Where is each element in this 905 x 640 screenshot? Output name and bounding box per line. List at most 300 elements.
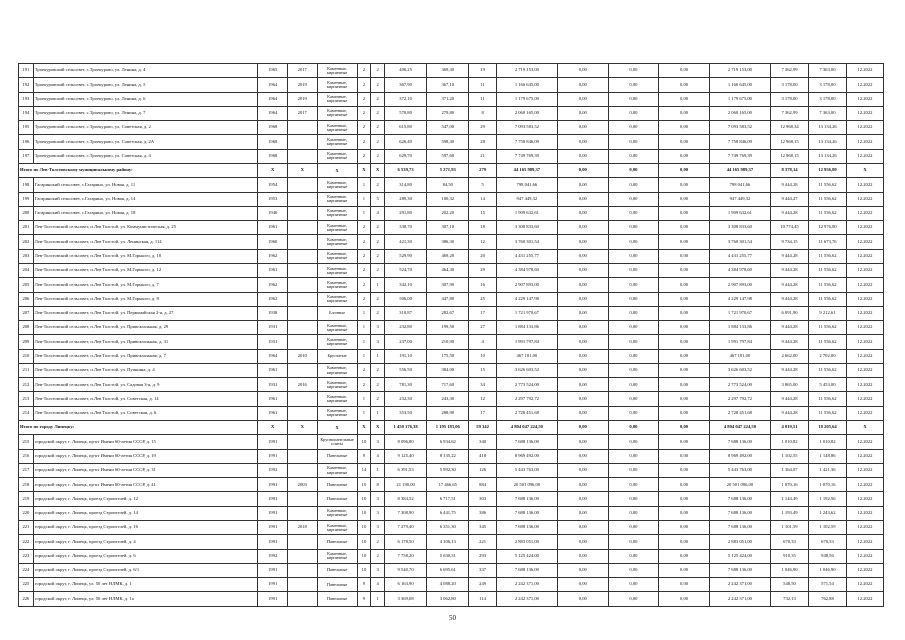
table-cell: 7 363,00 xyxy=(808,64,846,78)
table-row xyxy=(19,78,884,92)
table-cell: 1946 xyxy=(258,206,288,220)
table-cell: 1 421,36 xyxy=(808,463,846,477)
table-cell: 20 xyxy=(469,249,496,263)
address-cell: городской округ, г. Липецк, проезд Строителей, д. 14 xyxy=(33,506,258,520)
table-cell: 1968 xyxy=(258,135,288,149)
address-cell: городской округ, г. Липецк, пр-кт Имени 60-летия СССР, д. 31 xyxy=(33,463,258,477)
table-cell: 2 xyxy=(357,64,371,78)
table-cell: 12.2022 xyxy=(846,335,883,349)
table-cell: 2 xyxy=(357,135,371,149)
table-cell: 126 xyxy=(469,463,496,477)
table-cell: 0,00 xyxy=(659,463,710,477)
table-cell: 732,13 xyxy=(771,592,809,606)
table-cell: 7 688 136,00 xyxy=(496,521,557,535)
wall-material-cell: Каменные, кирпичные xyxy=(317,92,357,106)
table-cell: 2019 xyxy=(287,92,317,106)
table-cell: 7 688 136,00 xyxy=(496,563,557,577)
table-cell: 2 883 051,00 xyxy=(709,535,770,549)
table-cell: 10 xyxy=(357,549,371,563)
wall-material-cell: Панельные xyxy=(317,535,357,549)
table-cell: 4 804 047 224,50 xyxy=(496,421,557,435)
table-cell: 196 xyxy=(19,135,34,149)
table-cell: 0,00 xyxy=(557,249,608,263)
table-cell: 0,00 xyxy=(557,378,608,392)
table-cell: 2 xyxy=(371,106,385,120)
table-cell: 2 242 371,00 xyxy=(496,592,557,606)
table-cell: 1991 xyxy=(258,563,288,577)
table-cell: 0,00 xyxy=(557,192,608,206)
table-cell: 0,00 xyxy=(608,121,659,135)
table-cell: 0,00 xyxy=(659,192,710,206)
address-cell: Гагаринский сельсовет, с.Гагарино, ул. Новая, д. 14 xyxy=(33,192,258,206)
table-cell: 2 719 153,00 xyxy=(496,64,557,78)
table-cell: 5 xyxy=(371,192,385,206)
address-cell: Гагаринский сельсовет, с.Гагарино, ул. Новая, д. 18 xyxy=(33,206,258,220)
table-cell: 18 xyxy=(469,221,496,235)
table-cell: 1 884 133,86 xyxy=(709,321,770,335)
table-cell: 556,50 xyxy=(385,363,427,377)
table-cell: 12.2022 xyxy=(846,278,883,292)
table-cell: 598,30 xyxy=(427,135,469,149)
table-cell xyxy=(287,306,317,320)
table-cell: 249 xyxy=(469,578,496,592)
table-cell: 1 070,16 xyxy=(771,478,809,492)
table-cell: 367,10 xyxy=(427,78,469,92)
table-cell: 9 444,28 xyxy=(771,406,809,420)
table-row xyxy=(19,306,884,320)
table-cell: 0,00 xyxy=(557,121,608,135)
table-cell: 0,00 xyxy=(557,506,608,520)
table-cell: 10 774,45 xyxy=(771,221,809,235)
wall-material-cell: Панельные xyxy=(317,563,357,577)
table-cell: 5 630,31 xyxy=(427,549,469,563)
table-cell: 1964 xyxy=(258,106,288,120)
table-cell: 1965 xyxy=(258,64,288,78)
address-cell: Троекуровский сельсовет, с.Троекурово, ул. Ленина, д. 4 xyxy=(33,64,258,78)
table-cell: 232,80 xyxy=(385,321,427,335)
table-cell: 1962 xyxy=(258,292,288,306)
table-cell: 0,00 xyxy=(608,549,659,563)
table-cell: 762,88 xyxy=(808,592,846,606)
table-cell: 12 976,80 xyxy=(808,221,846,235)
table-cell: 1 101,59 xyxy=(771,521,809,535)
table-cell xyxy=(287,321,317,335)
table-cell: 4 xyxy=(371,206,385,220)
table-cell: 0,00 xyxy=(608,435,659,449)
table-cell: 1968 xyxy=(258,121,288,135)
table-cell: 2 060 165,00 xyxy=(496,106,557,120)
table-cell: 2 883 051,00 xyxy=(496,535,557,549)
table-cell: 12.2022 xyxy=(846,149,883,163)
table-cell xyxy=(287,192,317,206)
table-cell: 2 xyxy=(371,178,385,192)
table-cell: 282,67 xyxy=(427,306,469,320)
table-cell: 8 969 492,00 xyxy=(496,449,557,463)
table-cell: 7 758 846,09 xyxy=(709,135,770,149)
table-cell: 2 xyxy=(357,278,371,292)
table-cell: 1991 xyxy=(258,478,288,492)
table-cell xyxy=(287,235,317,249)
table-cell: 0,00 xyxy=(608,192,659,206)
table-cell: 6 717,51 xyxy=(427,492,469,506)
table-cell: 4 384 978,60 xyxy=(709,263,770,277)
table-cell: 1954 xyxy=(258,178,288,192)
table-cell: 3 xyxy=(371,506,385,520)
table-cell: 529,90 xyxy=(385,249,427,263)
table-cell: 0,00 xyxy=(659,278,710,292)
table-cell: 9 444,27 xyxy=(771,192,809,206)
table-cell: 191,10 xyxy=(385,349,427,363)
table-cell: 371,20 xyxy=(427,92,469,106)
table-row xyxy=(19,149,884,163)
table-cell: 5 125 424,00 xyxy=(709,549,770,563)
table-cell: 1961 xyxy=(258,363,288,377)
table-cell: 0,00 xyxy=(608,478,659,492)
table-cell: 221 xyxy=(469,535,496,549)
table-cell: 884 xyxy=(469,478,496,492)
table-cell: 369,30 xyxy=(427,64,469,78)
table-cell: 781,30 xyxy=(385,378,427,392)
table-cell: 0,00 xyxy=(659,106,710,120)
wall-material-cell: Каменные, кирпичные xyxy=(317,378,357,392)
address-cell: городской округ, г. Липецк, ул. 50 лет НЛМК, д. 1а xyxy=(33,592,258,606)
table-cell: X xyxy=(258,421,288,435)
table-cell: 0,00 xyxy=(659,149,710,163)
table-cell: 0,00 xyxy=(659,363,710,377)
table-cell: 0,00 xyxy=(659,378,710,392)
page-number: 50 xyxy=(449,614,456,622)
table-cell: 21 190,00 xyxy=(385,478,427,492)
table-cell: 20 501 096,00 xyxy=(496,478,557,492)
table-cell: 14 xyxy=(469,192,496,206)
table-cell: 1991 xyxy=(258,578,288,592)
table-cell: 7 279,40 xyxy=(385,521,427,535)
table-cell: 4 229 147,98 xyxy=(496,292,557,306)
table-cell: 1 xyxy=(371,592,385,606)
table-cell xyxy=(287,406,317,420)
table-cell: 0,00 xyxy=(608,463,659,477)
table-cell: 0,00 xyxy=(659,92,710,106)
table-cell xyxy=(287,578,317,592)
table-cell: X xyxy=(287,421,317,435)
table-cell: 13 134,26 xyxy=(808,121,846,135)
table-cell: 2 xyxy=(357,149,371,163)
table-cell: 0,00 xyxy=(659,249,710,263)
table-cell: 1961 xyxy=(258,406,288,420)
table-cell: 386 xyxy=(469,506,496,520)
table-cell: 222 xyxy=(19,535,34,549)
table-cell: 7 362,99 xyxy=(771,106,809,120)
table-cell: 100,32 xyxy=(427,192,469,206)
table-cell: 232,30 xyxy=(385,392,427,406)
table-cell: 17 xyxy=(469,406,496,420)
table-row xyxy=(19,192,884,206)
table-cell: 12.2022 xyxy=(846,321,883,335)
table-cell: 2 xyxy=(371,64,385,78)
table-cell: 8 384,52 xyxy=(385,492,427,506)
table-cell: 0,00 xyxy=(659,163,710,177)
table-row xyxy=(19,549,884,563)
table-cell: 338,70 xyxy=(385,221,427,235)
table-cell: 288,90 xyxy=(427,406,469,420)
address-cell: городской округ, г. Липецк, пр-кт Имени 60-летия СССР, д. 41 xyxy=(33,478,258,492)
table-cell: 11 556,62 xyxy=(808,335,846,349)
table-cell: 0,00 xyxy=(659,235,710,249)
table-cell: 223 xyxy=(19,549,34,563)
table-cell: 2 242 371,00 xyxy=(709,592,770,606)
table-cell: 0,00 xyxy=(608,378,659,392)
table-cell: X xyxy=(287,163,317,177)
wall-material-cell: Каменные, кирпичные xyxy=(317,221,357,235)
table-cell: 0,00 xyxy=(557,463,608,477)
table-cell xyxy=(287,563,317,577)
table-cell: 1931 xyxy=(258,378,288,392)
address-cell: городской округ, г. Липецк, проезд Строителей, д. 6/1 xyxy=(33,563,258,577)
table-row xyxy=(19,64,884,78)
table-cell: 798 041,66 xyxy=(496,178,557,192)
table-cell: 0,00 xyxy=(659,178,710,192)
table-cell: 2 xyxy=(371,549,385,563)
wall-material-cell: Каменные, кирпичные xyxy=(317,363,357,377)
table-cell: 0,00 xyxy=(557,392,608,406)
address-cell: Лев-Толстовский сельсовет, п.Лев Толстой, ул. Привокзальная, д. 31 xyxy=(33,335,258,349)
table-cell: 12.2022 xyxy=(846,592,883,606)
table-cell: 0,00 xyxy=(608,64,659,78)
wall-material-cell: X xyxy=(317,163,357,177)
table-cell: 3 178,00 xyxy=(808,92,846,106)
table-cell: 12.2022 xyxy=(846,292,883,306)
table-cell: 4 106,13 xyxy=(427,535,469,549)
table-cell: 2 297 792,72 xyxy=(496,392,557,406)
table-cell: 13 134,26 xyxy=(808,149,846,163)
table-cell: 12.2022 xyxy=(846,363,883,377)
table-row xyxy=(19,435,884,449)
table-cell: 11 556,62 xyxy=(808,192,846,206)
table-cell: 44 165 989,37 xyxy=(496,163,557,177)
table-cell: 307,90 xyxy=(427,278,469,292)
table-cell: 12.2022 xyxy=(846,449,883,463)
table-cell: 291,80 xyxy=(385,206,427,220)
table-cell: 12.2022 xyxy=(846,306,883,320)
table-cell: 1 xyxy=(371,349,385,363)
address-cell: городской округ, г. Липецк, пр-кт Имени 60-летия СССР, д. 15 xyxy=(33,435,258,449)
table-cell: 28 xyxy=(469,135,496,149)
table-cell: 798 041,66 xyxy=(709,178,770,192)
table-cell: 4 xyxy=(371,449,385,463)
table-cell: 1 xyxy=(371,463,385,477)
wall-material-cell: Каменные, кирпичные xyxy=(317,392,357,406)
table-cell: 0,00 xyxy=(557,421,608,435)
table-row xyxy=(19,478,884,492)
table-cell: 21 xyxy=(469,149,496,163)
table-cell: 12 xyxy=(469,392,496,406)
address-cell: Гагаринский сельсовет, с.Гагарино, ул. Новая, д. 11 xyxy=(33,178,258,192)
table-cell: 2010 xyxy=(287,349,317,363)
table-cell: 0,00 xyxy=(659,406,710,420)
table-cell: 1 102,59 xyxy=(808,521,846,535)
table-cell: 3 760 301,54 xyxy=(496,235,557,249)
table-cell: 0,00 xyxy=(608,392,659,406)
table-cell: 12.2022 xyxy=(846,235,883,249)
table-cell: X xyxy=(371,421,385,435)
table-row xyxy=(19,178,884,192)
table-cell: 215 xyxy=(19,435,34,449)
table-cell: 1931 xyxy=(258,321,288,335)
table-cell: 0,00 xyxy=(659,335,710,349)
table-cell: 3 178,00 xyxy=(771,78,809,92)
table-cell: 1 102,55 xyxy=(771,449,809,463)
table-cell: 0,00 xyxy=(659,478,710,492)
table-cell: 0,00 xyxy=(608,349,659,363)
table-cell: 1 243,62 xyxy=(808,506,846,520)
table-cell: 7 093 583,52 xyxy=(709,121,770,135)
wall-material-cell: Каменные, кирпичные xyxy=(317,206,357,220)
table-cell: 25 xyxy=(469,292,496,306)
table-cell: 2 907 893,00 xyxy=(709,278,770,292)
table-cell: 5 443 763,00 xyxy=(496,463,557,477)
table-cell: 209 xyxy=(19,335,34,349)
table-cell: 15 xyxy=(469,363,496,377)
table-cell: 5 453,00 xyxy=(808,378,846,392)
table-cell: 0,00 xyxy=(659,321,710,335)
table-cell: 0,00 xyxy=(608,578,659,592)
table-row xyxy=(19,106,884,120)
table-cell: 1991 xyxy=(258,492,288,506)
table-cell: 202 xyxy=(19,235,34,249)
table-cell: 192 xyxy=(19,78,34,92)
table-cell: 4 804 047 224,50 xyxy=(709,421,770,435)
table-cell: 0,00 xyxy=(557,149,608,163)
wall-material-cell: Каменные, кирпичные xyxy=(317,335,357,349)
table-cell: 2 xyxy=(357,78,371,92)
table-cell: 340 xyxy=(469,435,496,449)
table-cell xyxy=(287,292,317,306)
table-row xyxy=(19,363,884,377)
table-cell: 1 070,16 xyxy=(808,478,846,492)
table-cell: 1 721 970,67 xyxy=(709,306,770,320)
table-cell: 2 xyxy=(357,263,371,277)
wall-material-cell: Каменные, кирпичные xyxy=(317,406,357,420)
table-cell: 1 xyxy=(371,278,385,292)
table-cell: 0,00 xyxy=(659,449,710,463)
address-cell: Троекуровский сельсовет, с.Троекурово, ул. Ленина, д. 6 xyxy=(33,92,258,106)
address-cell: Лев-Толстовский сельсовет, п.Лев Толстой, ул. Советская, д. 14 xyxy=(33,392,258,406)
address-cell: городской округ, г. Липецк, пр-кт Имени 60-летия СССР, д. 19 xyxy=(33,449,258,463)
wall-material-cell: Каменные, кирпичные xyxy=(317,249,357,263)
table-cell xyxy=(287,263,317,277)
table-cell: 9 444,28 xyxy=(771,292,809,306)
table-cell: 0,00 xyxy=(659,521,710,535)
table-cell: 2 xyxy=(371,363,385,377)
table-cell: 12.2022 xyxy=(846,506,883,520)
table-cell: 0,00 xyxy=(557,349,608,363)
table-cell: 0,00 xyxy=(659,306,710,320)
table-cell: 0,00 xyxy=(608,406,659,420)
table-cell: 199,50 xyxy=(427,321,469,335)
table-cell: 6 695,61 xyxy=(427,563,469,577)
address-cell: Троекуровский сельсовет, с.Троекурово, ул. Ленина, д. 7 xyxy=(33,106,258,120)
table-cell: 3 xyxy=(371,435,385,449)
table-cell: 20 501 096,00 xyxy=(709,478,770,492)
table-cell: 2 xyxy=(371,121,385,135)
table-cell: 214 xyxy=(19,406,34,420)
table-cell: 0,00 xyxy=(557,78,608,92)
table-cell: 548,50 xyxy=(771,578,809,592)
table-cell: 1 046,90 xyxy=(771,563,809,577)
table-cell: 2 907 893,00 xyxy=(496,278,557,292)
table-cell: 1931 xyxy=(258,335,288,349)
table-row xyxy=(19,492,884,506)
wall-material-cell: Панельные xyxy=(317,578,357,592)
table-cell: 216 xyxy=(19,449,34,463)
table-cell: 7 749 769,39 xyxy=(496,149,557,163)
table-cell: 199 xyxy=(19,192,34,206)
table-cell: 4 xyxy=(469,335,496,349)
table-cell: 0,00 xyxy=(557,106,608,120)
table-cell: 0,00 xyxy=(659,578,710,592)
table-cell: 6 934,62 xyxy=(427,435,469,449)
table-cell: 0,00 xyxy=(557,592,608,606)
table-cell: 200 xyxy=(19,206,34,220)
table-cell: 9 125,40 xyxy=(385,449,427,463)
table-cell: 2 297 792,72 xyxy=(709,392,770,406)
housing-repair-table xyxy=(18,63,884,607)
table-cell: 447,80 xyxy=(427,292,469,306)
table-cell: 8 xyxy=(469,106,496,120)
table-cell: 7 688 136,00 xyxy=(709,435,770,449)
table-cell: 9 444,28 xyxy=(771,249,809,263)
table-cell: 0,00 xyxy=(608,492,659,506)
table-cell: 0,00 xyxy=(608,149,659,163)
table-row xyxy=(19,206,884,220)
table-cell: 44 165 989,37 xyxy=(709,163,770,177)
table-cell: 597,60 xyxy=(427,149,469,163)
table-cell: 2 xyxy=(371,78,385,92)
table-cell: 3 308 833,60 xyxy=(496,221,557,235)
table-cell: 12.2022 xyxy=(846,221,883,235)
table-cell: 211 xyxy=(19,363,34,377)
table-row xyxy=(19,506,884,520)
table-cell: 629,70 xyxy=(385,149,427,163)
table-cell: 0,00 xyxy=(659,549,710,563)
table-cell: 2 773 524,00 xyxy=(709,378,770,392)
table-cell: 0,00 xyxy=(608,235,659,249)
table-cell: 1 166 645,00 xyxy=(709,78,770,92)
address-cell: Лев-Толстовский сельсовет, п.Лев Толстой, ул. М.Горького, д. 12 xyxy=(33,263,258,277)
address-cell: Лев-Толстовский сельсовет, п.Лев Толстой, ул. Привокзальная, д. 29 xyxy=(33,321,258,335)
table-cell xyxy=(287,449,317,463)
table-cell: 10 xyxy=(469,349,496,363)
table-cell: 208 xyxy=(19,321,34,335)
table-cell: X xyxy=(846,163,883,177)
table-cell: 1961 xyxy=(258,221,288,235)
table-cell: 202,20 xyxy=(427,206,469,220)
table-cell: 205 xyxy=(19,278,34,292)
table-cell xyxy=(287,492,317,506)
table-cell xyxy=(287,121,317,135)
table-cell: 243,30 xyxy=(427,392,469,406)
table-cell: 0,00 xyxy=(557,435,608,449)
table-cell: 1962 xyxy=(258,249,288,263)
table-cell: 1938 xyxy=(258,306,288,320)
table-cell: 0,00 xyxy=(608,178,659,192)
address-cell: городской округ, г. Липецк, проезд Строителей, д. 16 xyxy=(33,521,258,535)
table-row xyxy=(19,592,884,606)
table-cell: 2017 xyxy=(287,106,317,120)
table-cell: 670,33 xyxy=(808,535,846,549)
table-cell: 0,00 xyxy=(659,563,710,577)
table-cell: 7 688 136,00 xyxy=(709,521,770,535)
